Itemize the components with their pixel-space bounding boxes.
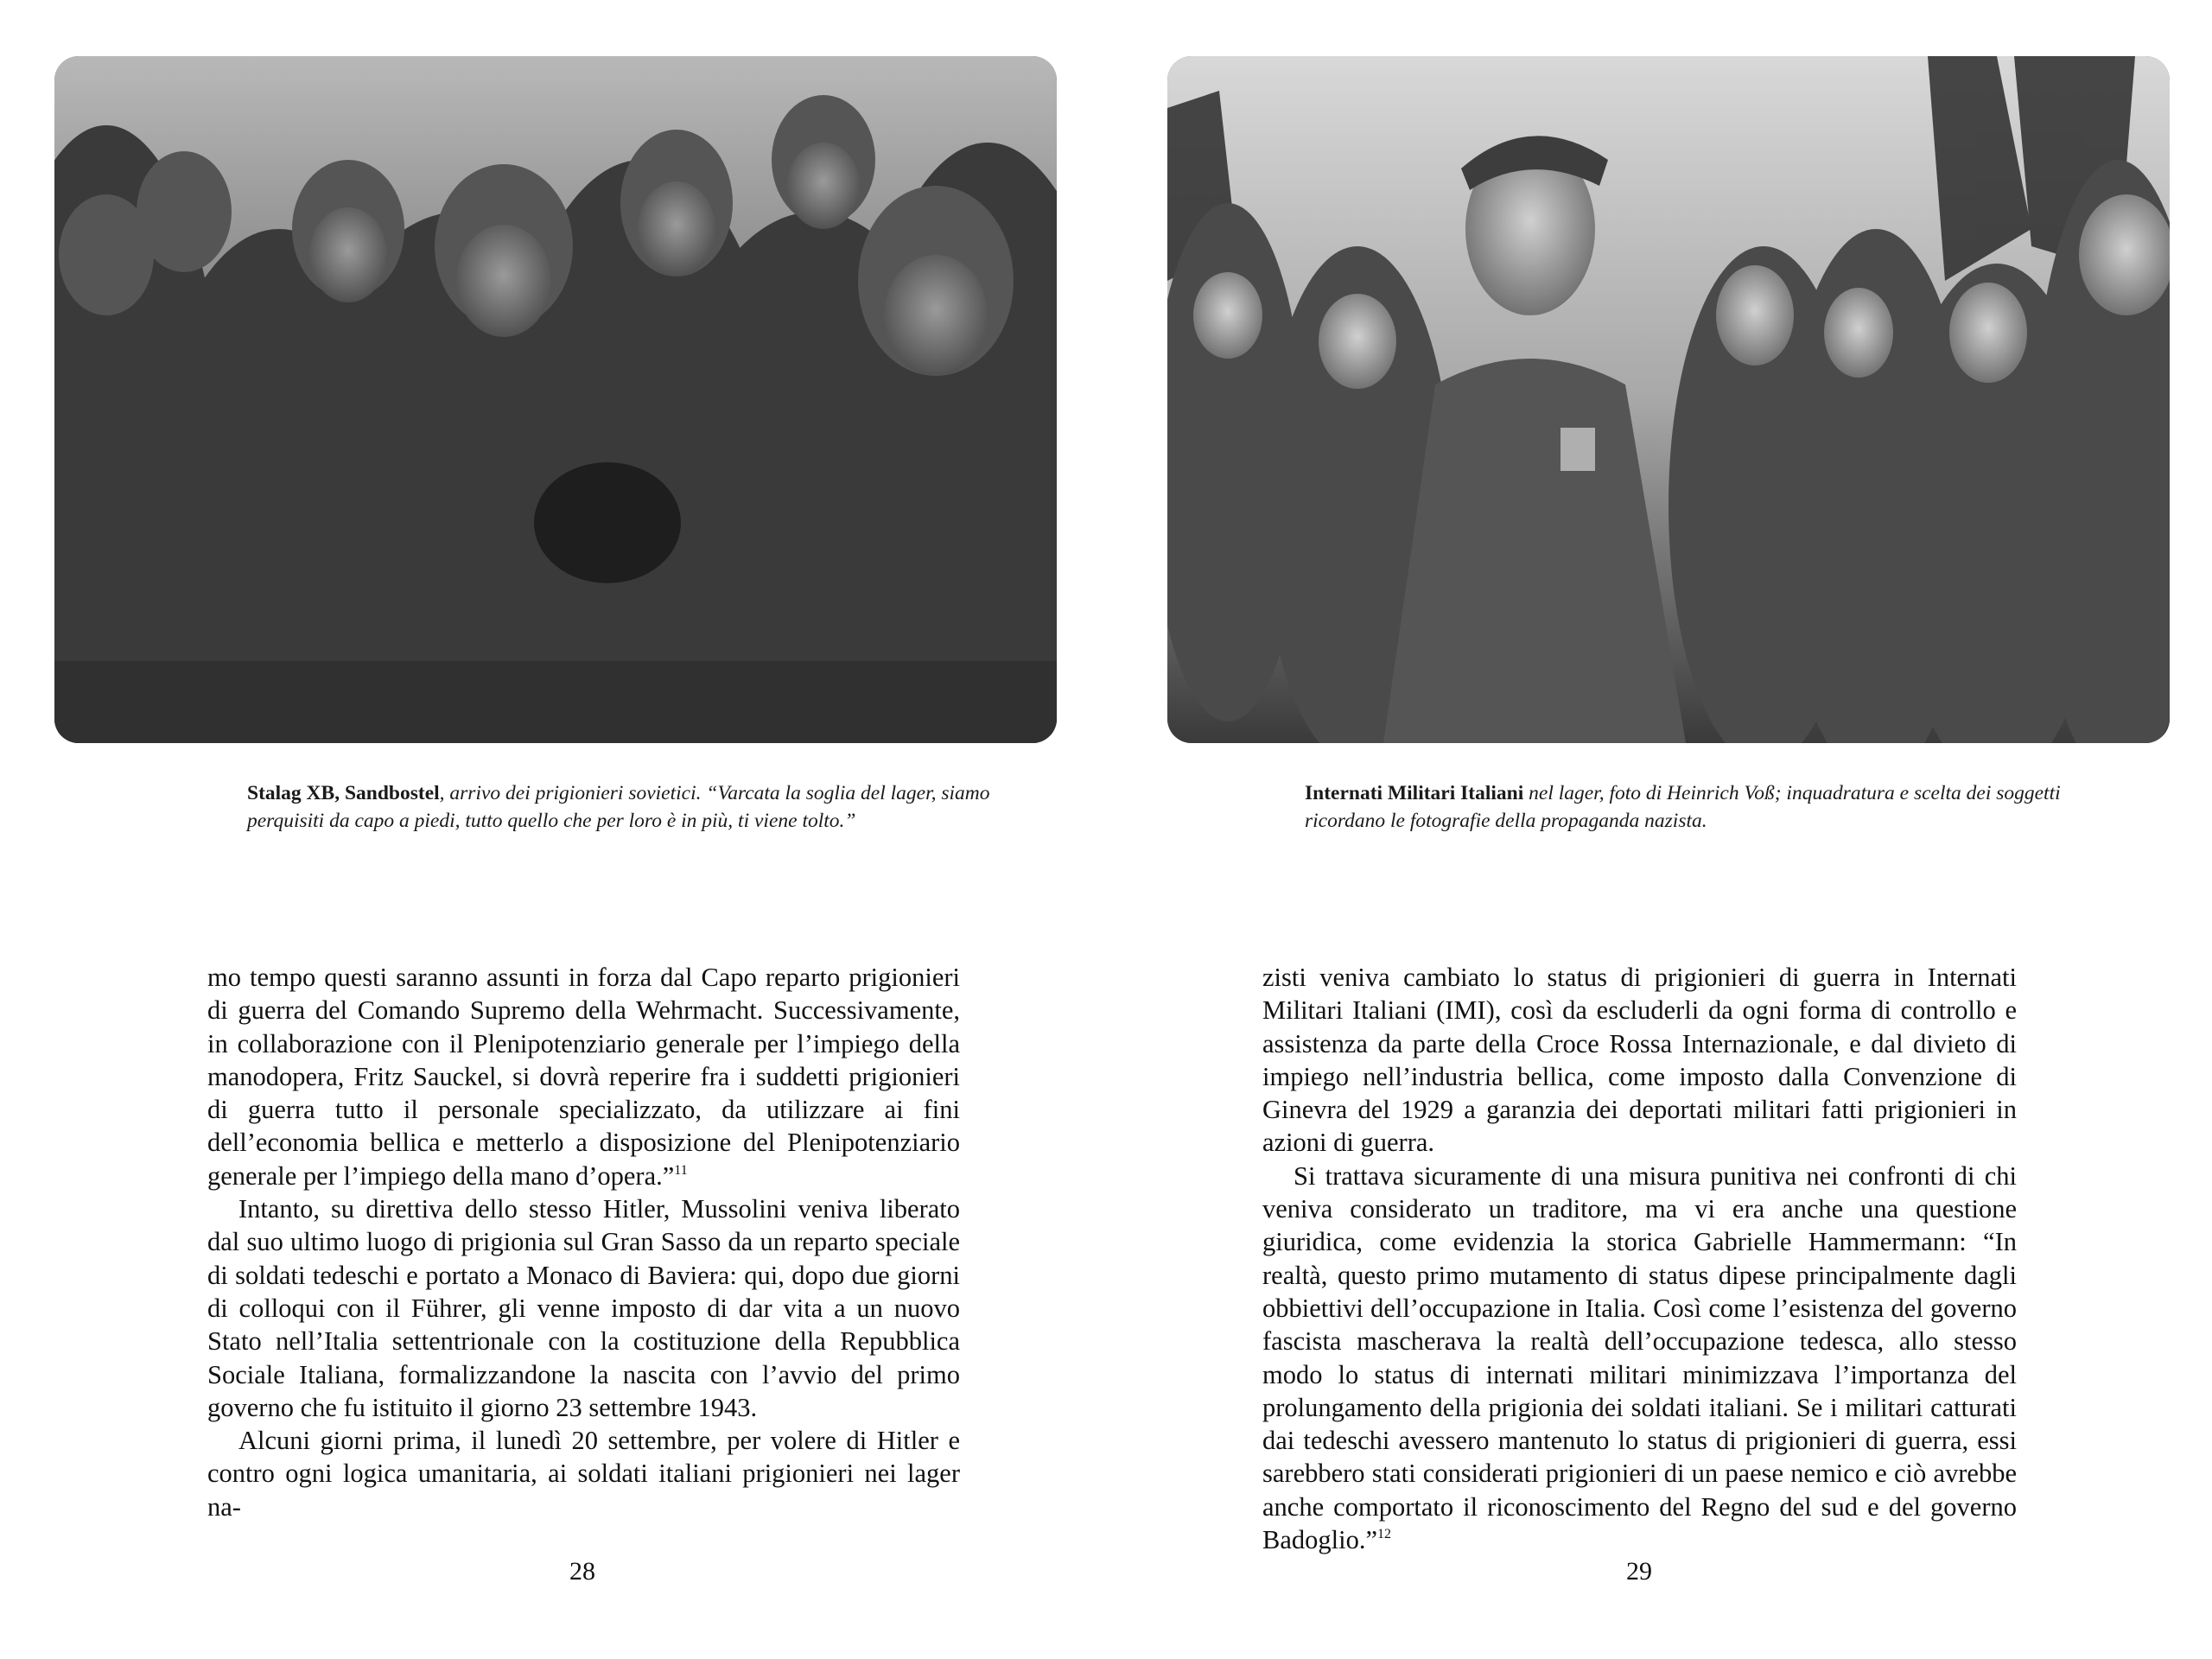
- photo-italian-internees: [1167, 56, 2170, 743]
- paragraph: zisti veniva cambiato lo status di prigionieri di guerra in Internati Militari Italiani (IMI), così da escluderli da ogni forma di controllo e assistenza da parte della Croce Rossa Internazionale, e dal divieto di impiego nell’industria bellica, come imposto dalla Convenzione di Ginevra del 1929 a garanzia dei deportati militari fatti prigionieri in azioni di guerra.: [1262, 963, 2017, 1158]
- caption-left: [247, 779, 1025, 835]
- photo-italian-internees-image: [1167, 56, 2170, 743]
- body-text-right: [1262, 961, 2017, 1556]
- paragraph-text: Si trattava sicuramente di una misura punitiva nei confronti di chi veniva considerato un traditore, ma vi era anche una questione giuridica, come evidenzia la storica Gabrielle Hammermann: “In realtà, questo primo mutamento di status dipese principalmente dagli obbiettivi dell’occupazione in Italia. Così come l’esistenza del governo fascista mascherava la realtà dell’occupazione tedesca, allo stesso modo lo status di internati militari minimizzava l’importanza del prolungamento della prigionia dei soldati italiani. Se i militari catturati dai tedeschi avessero mantenuto lo status di prigionieri di guerra, essi sarebbero stati considerati prigionieri di un paese nemico e ciò avrebbe anche comportato il riconoscimento del Regno del sud e del governo Badoglio.”: [1262, 1160, 2017, 1555]
- right-page: [1106, 0, 2212, 1659]
- paragraph-text: mo tempo questi saranno assunti in forza dal Capo reparto prigionieri di guerra del Comando Supremo della Wehrmacht. Successivamente, in collaborazione con il Plenipotenziario generale per l’impiego della manodopera, Fritz Sauckel, si dovrà reperire fra i suddetti prigionieri di guerra tutto il personale specializzato, da utilizzare ai fini dell’economia bellica e metterlo a disposizione del Plenipotenziario generale per l’impiego della mano d’opera.”: [207, 963, 960, 1191]
- footnote-ref[interactable]: 11: [674, 1162, 688, 1178]
- paragraph: Alcuni giorni prima, il lunedì 20 settembre, per volere di Hitler e contro ogni logica umanitaria, ai soldati italiani prigionieri nei lager na-: [207, 1426, 960, 1522]
- photo-soviet-prisoners-image: [54, 56, 1057, 743]
- caption-right-italic: nel lager, foto di Heinrich Voß; inquadratura e scelta dei soggetti ricordano le fotografie della propaganda nazista.: [1305, 782, 2061, 832]
- body-text-left: [207, 961, 960, 1523]
- paragraph: [207, 961, 960, 1192]
- photo-soviet-prisoners: [54, 56, 1057, 743]
- footnote-ref[interactable]: 12: [1377, 1527, 1391, 1542]
- paragraph: Intanto, su direttiva dello stesso Hitler, Mussolini veniva liberato dal suo ultimo luogo di prigionia sul Gran Sasso da un reparto speciale di soldati tedeschi e portato a Monaco di Baviera: qui, dopo due giorni di colloqui con il Führer, gli venne imposto di dar vita a un nuovo Stato nell’Italia settentrionale con la costituzione della Repubblica Sociale Italiana, formalizzandone la nascita con l’avvio del primo governo che fu istituito il giorno 23 settembre 1943.: [207, 1194, 960, 1422]
- caption-right: [1305, 779, 2082, 835]
- page-number: 29: [1626, 1557, 1652, 1586]
- caption-left-italic: , arrivo dei prigionieri sovietici. “Varcata la soglia del lager, siamo perquisiti da capo a piedi, tutto quello che per loro è in più, ti viene tolto.”: [247, 782, 990, 832]
- page-number: 28: [569, 1557, 595, 1586]
- paragraph: [1262, 1160, 2017, 1557]
- caption-right-bold: Internati Militari Italiani: [1305, 782, 1524, 804]
- caption-left-bold: Stalag XB, Sandbostel: [247, 782, 440, 804]
